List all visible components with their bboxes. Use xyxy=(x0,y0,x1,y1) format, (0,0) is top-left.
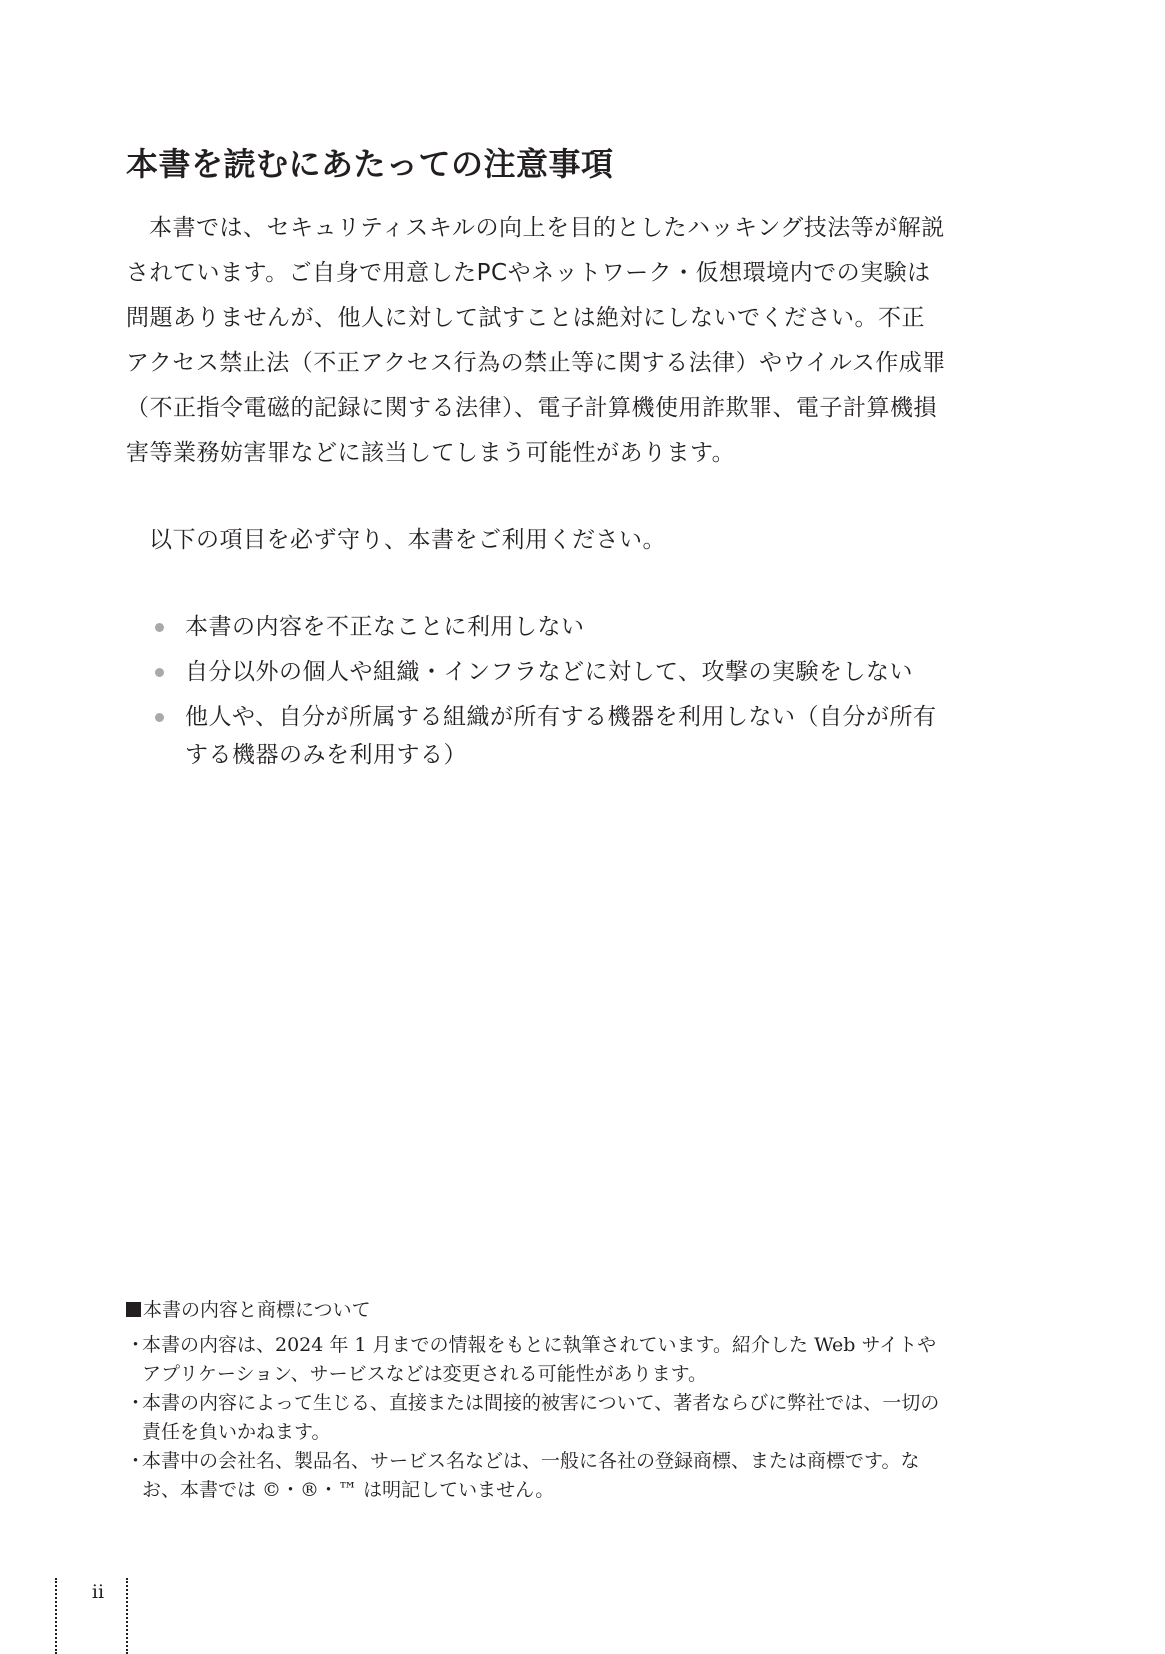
page-number: ii xyxy=(91,1581,105,1603)
rule-text: 他人や、自分が所属する組織が所有する機器を利用しない（自分が所有する機器のみを利用する） xyxy=(185,704,937,768)
notice-heading xyxy=(126,1296,946,1325)
bullet-dot-icon xyxy=(155,623,164,632)
notice-item xyxy=(126,1389,946,1447)
page-margin-guide-left xyxy=(55,1578,57,1654)
notice-list xyxy=(126,1331,946,1505)
notice-item xyxy=(126,1331,946,1389)
notice-text: 本書の内容は、2024 年 1 月までの情報をもとに執筆されています。紹介した Web サイトやアプリケーション、サービスなどは変更される可能性があります。 xyxy=(142,1334,937,1385)
bullet-dot-icon xyxy=(155,668,164,677)
notice-bullet: ・ xyxy=(126,1334,146,1356)
notice-bullet: ・ xyxy=(126,1392,146,1414)
notice-item xyxy=(126,1447,946,1505)
rule-item xyxy=(150,698,946,774)
rule-text: 本書の内容を不正なことに利用しない xyxy=(185,614,585,640)
notice-text: 本書の内容によって生じる、直接または間接的被害について、著者ならびに弊社では、一切の責任を負いかねます。 xyxy=(142,1392,940,1443)
page-title: 本書を読むにあたっての注意事項 xyxy=(126,145,614,183)
rule-item xyxy=(150,608,946,646)
notice-text: 本書中の会社名、製品名、サービス名などは、一般に各社の登録商標、または商標です。なお、本書では ©・®・™ は明記していません。 xyxy=(142,1450,920,1501)
instruction-paragraph: 以下の項目を必ず守り、本書をご利用ください。 xyxy=(149,527,666,553)
page-margin-guide-right xyxy=(126,1578,128,1654)
bullet-dot-icon xyxy=(155,713,164,722)
intro-paragraph: 本書では、セキュリティスキルの向上を目的としたハッキング技法等が解説されています。ご自身で用意したPCやネットワーク・仮想環境内での実験は問題ありませんが、他人に対して試すことは絶対にしないでください。不正アクセス禁止法（不正アクセス行為の禁止等に関する法律）やウイルス作成罪（不正指令電磁的記録に関する法律）、電子計算機使用詐欺罪、電子計算機損害等業務妨害罪などに該当してしまう可能性があります。 xyxy=(126,215,946,466)
trademark-notice xyxy=(126,1296,946,1505)
rules-list xyxy=(150,608,946,781)
notice-heading-text: 本書の内容と商標について xyxy=(143,1299,371,1321)
rule-item xyxy=(150,653,946,691)
rule-text: 自分以外の個人や組織・インフラなどに対して、攻撃の実験をしない xyxy=(185,659,914,685)
notice-bullet: ・ xyxy=(126,1450,146,1472)
black-square-icon xyxy=(126,1302,141,1317)
